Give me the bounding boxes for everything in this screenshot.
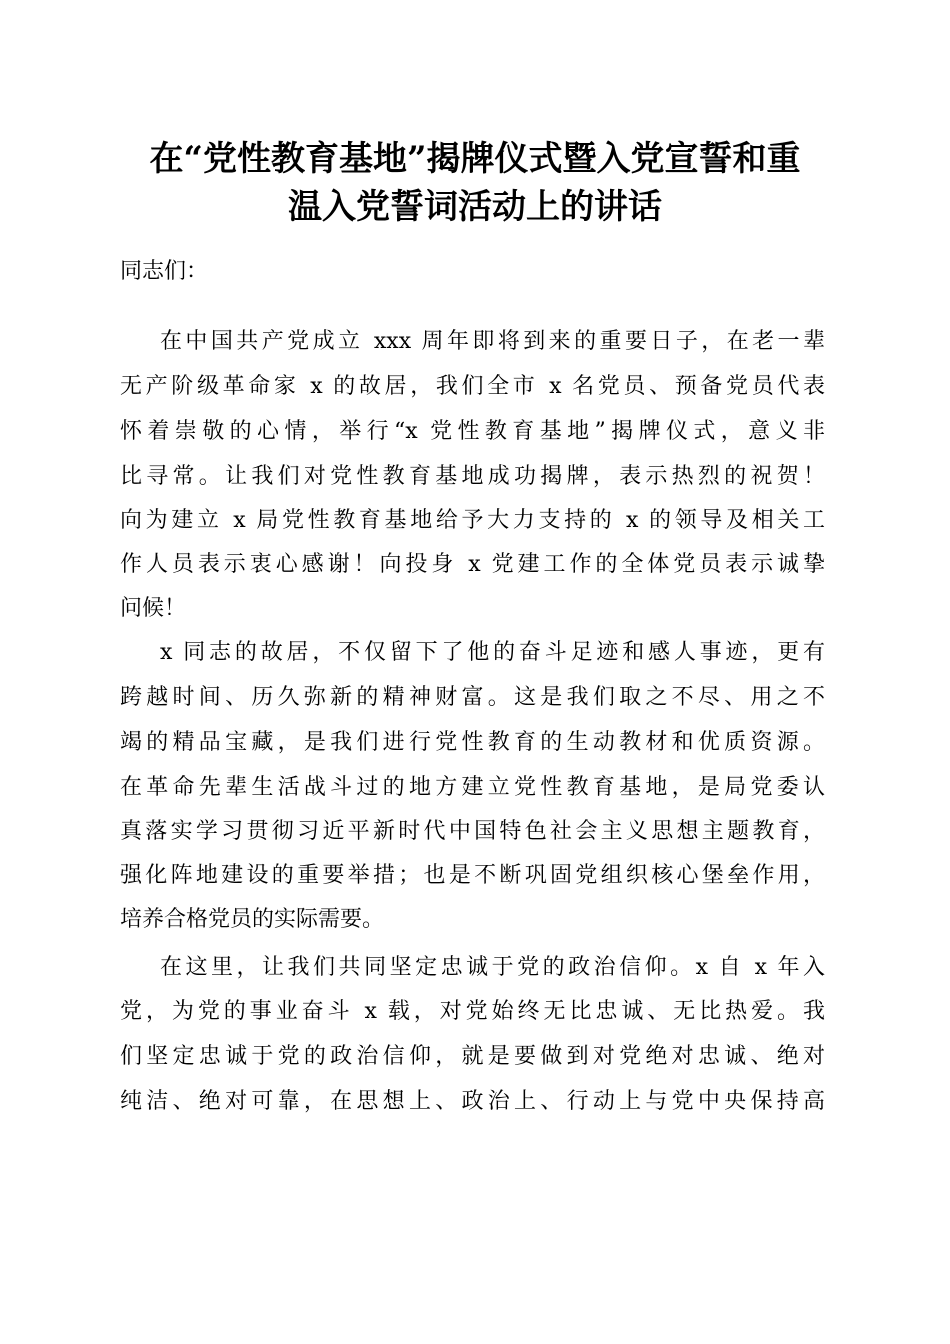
paragraph-3-line-2: 党，为党的事业奋斗 x 载，对党始终无比忠诚、无比热爱。我 xyxy=(120,999,825,1024)
paragraph-1-line-1: 在中国共产党成立 xxx 周年即将到来的重要日子，在老一辈 xyxy=(160,329,825,354)
paragraph-2-line-3: 竭的精品宝藏，是我们进行党性教育的生动教材和优质资源。 xyxy=(120,730,825,755)
document-title-line-1: 在“党性教育基地”揭牌仪式暨入党宣誓和重 xyxy=(149,139,801,179)
paragraph-2-line-1: x 同志的故居，不仅留下了他的奋斗足迹和感人事迹，更有 xyxy=(160,640,825,665)
paragraph-1-line-5: 向为建立 x 局党性教育基地给予大力支持的 x 的领导及相关工 xyxy=(120,508,825,533)
paragraph-1-line-3: 怀着崇敬的心情，举行“x 党性教育基地”揭牌仪式，意义非 xyxy=(120,419,825,444)
salutation: 同志们： xyxy=(120,259,209,284)
paragraph-2-line-6: 强化阵地建设的重要举措；也是不断巩固党组织核心堡垒作用， xyxy=(120,863,825,888)
paragraph-1-line-4: 比寻常。让我们对党性教育基地成功揭牌，表示热烈的祝贺！ xyxy=(120,464,825,489)
paragraph-2-line-4: 在革命先辈生活战斗过的地方建立党性教育基地，是局党委认 xyxy=(120,775,825,800)
paragraph-3-line-4: 纯洁、绝对可靠，在思想上、政治上、行动上与党中央保持高 xyxy=(120,1089,825,1114)
paragraph-2-line-7: 培养合格党员的实际需要。 xyxy=(120,907,385,932)
paragraph-1-line-6: 作人员表示衷心感谢！向投身 x 党建工作的全体党员表示诚挚 xyxy=(120,552,825,577)
paragraph-1-line-2: 无产阶级革命家 x 的故居，我们全市 x 名党员、预备党员代表 xyxy=(120,374,825,399)
paragraph-3-line-3: 们坚定忠诚于党的政治信仰，就是要做到对党绝对忠诚、绝对 xyxy=(120,1044,825,1069)
paragraph-2-line-5: 真落实学习贯彻习近平新时代中国特色社会主义思想主题教育， xyxy=(120,819,825,844)
paragraph-3-line-1: 在这里，让我们共同坚定忠诚于党的政治信仰。x 自 x 年入 xyxy=(160,955,825,980)
paragraph-2-line-2: 跨越时间、历久弥新的精神财富。这是我们取之不尽、用之不 xyxy=(120,685,825,710)
document-title-line-2: 温入党誓词活动上的讲话 xyxy=(288,187,662,227)
paragraph-1-line-7: 问候！ xyxy=(120,596,187,621)
